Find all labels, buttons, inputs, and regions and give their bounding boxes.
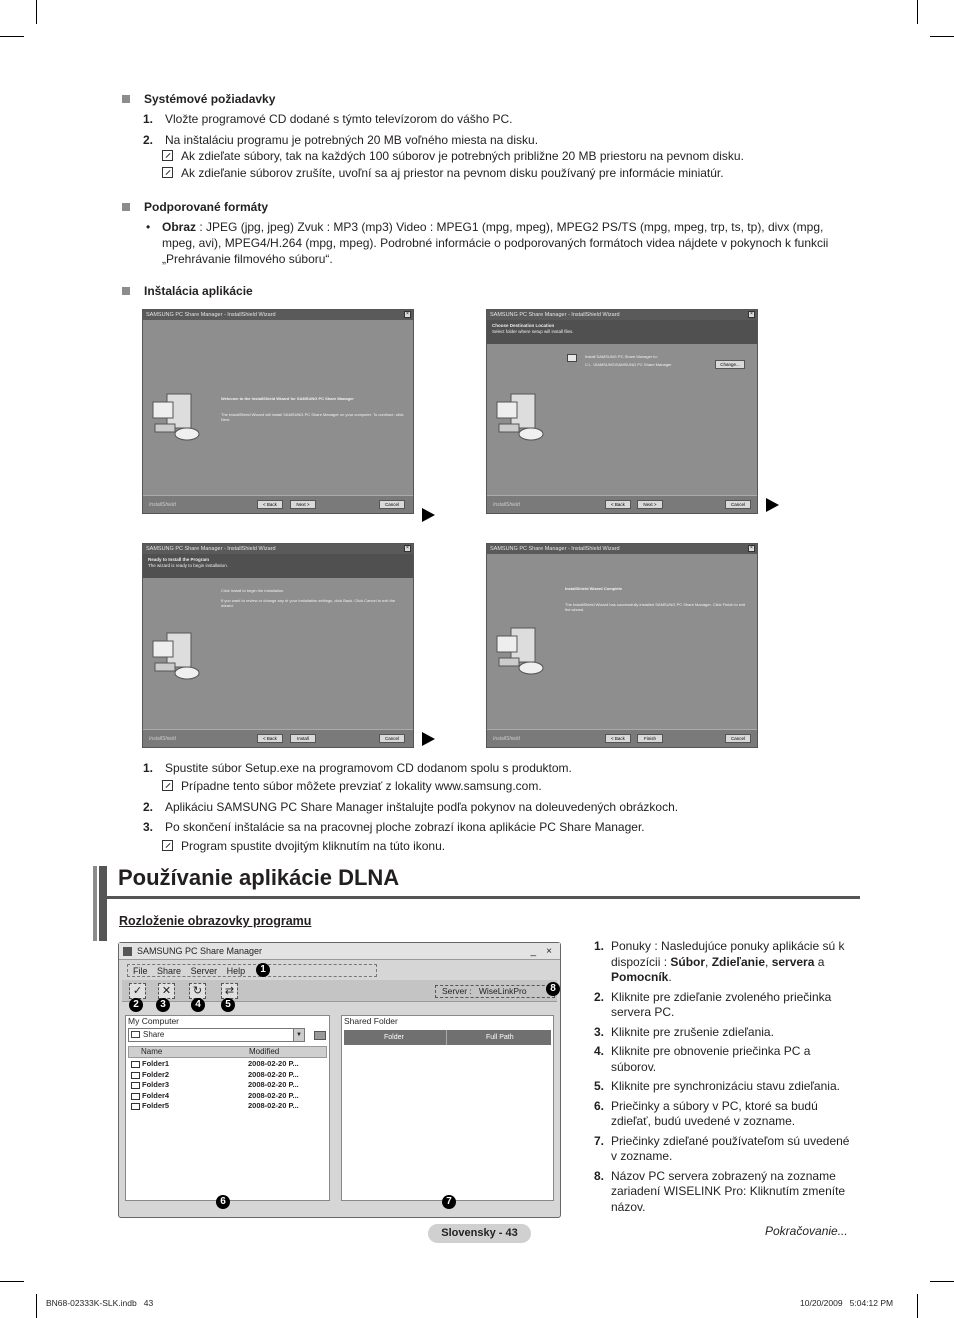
crop-mark bbox=[917, 0, 918, 24]
table-row bbox=[128, 1080, 327, 1091]
panel-title: Shared Folder bbox=[344, 1016, 398, 1026]
folder-icon bbox=[131, 1031, 140, 1038]
close-icon: × bbox=[748, 545, 755, 552]
req-item-1: 1. Vložte programové CD dodané s týmto televízorom do vášho PC. bbox=[143, 112, 513, 126]
refresh-icon: ↻ bbox=[189, 983, 206, 999]
heading-bar bbox=[93, 866, 97, 941]
arrow-right-icon bbox=[766, 498, 779, 512]
crop-mark bbox=[36, 1294, 37, 1318]
shared-list-header: Folder Full Path bbox=[344, 1030, 551, 1045]
computer-icon bbox=[493, 624, 548, 676]
row-name: Folder2 bbox=[142, 1069, 170, 1079]
wizard-ready-screenshot: SAMSUNG PC Share Manager - InstallShield Wizard × Ready to Install the Program The wizard is ready to begin installation. Click Install to begin the installation. If you want to review or change any of your installation settings, click Back. Click Cancel to exit the wizard. InstallShield < Back Install Cancel bbox=[142, 543, 414, 748]
back-button: < Back bbox=[257, 734, 283, 743]
wizard-complete-screenshot: SAMSUNG PC Share Manager - InstallShield Wizard × InstallShield Wizard Complete The InstallShield Wizard has successfully installed SAMSUNG PC Share Manager. Click Finish to exit the wizard. InstallShield < Back Finish Cancel bbox=[486, 543, 758, 748]
brand-label: InstallShield bbox=[149, 502, 176, 508]
shared-folder-panel bbox=[341, 1015, 554, 1201]
row-date: 2008-02-20 P... bbox=[248, 1090, 299, 1100]
section-subtitle: Rozloženie obrazovky programu bbox=[119, 914, 312, 928]
cancel-button: Cancel bbox=[725, 500, 751, 509]
wizard-message-2: The InstallShield Wizard will install SAMSUNG PC Share Manager on your computer. To continue, click Next. bbox=[221, 412, 404, 422]
requirements-heading: Systémové požiadavky bbox=[122, 92, 275, 107]
formats-line-3: „Prehrávanie filmového súboru“. bbox=[162, 252, 333, 266]
list-item: 1. Ponuky : Nasledujúce ponuky aplikácie sú k dispozícii : Súbor, Zdieľanie, servera a Pomocník. bbox=[594, 939, 845, 984]
file-list-header: Name Modified bbox=[128, 1046, 327, 1058]
close-icon: × bbox=[404, 311, 411, 318]
folder-combo: Share ▼ bbox=[128, 1028, 305, 1042]
crop-mark bbox=[930, 36, 954, 37]
cancel-button: Cancel bbox=[725, 734, 751, 743]
wizard-message: Install SAMSUNG PC Share Manager to: bbox=[585, 354, 658, 359]
next-button: Next > bbox=[637, 500, 663, 509]
wizard-destination-screenshot: SAMSUNG PC Share Manager - InstallShield Wizard × Choose Destination Location Select folder where setup will install files. Install SAMSUNG PC Share Manager to: C:\...\SAMSUNG\SAMSUNG PC Share Manager Change... InstallShield < Back Next > Cancel bbox=[486, 309, 758, 514]
crop-mark bbox=[36, 0, 37, 24]
table-row bbox=[128, 1101, 327, 1112]
folder-icon bbox=[131, 1082, 140, 1089]
install-note-1: Prípadne tento súbor môžete prevziať z lokality www.samsung.com. bbox=[162, 779, 542, 794]
list-item: 4. Kliknite pre obnovenie priečinka PC a súborov. bbox=[594, 1044, 811, 1074]
table-row bbox=[128, 1059, 327, 1070]
install-button: Install bbox=[290, 734, 316, 743]
change-button: Change... bbox=[715, 360, 745, 369]
pc-share-manager-screenshot bbox=[118, 942, 561, 1218]
cancel-button: Cancel bbox=[379, 734, 405, 743]
note-icon bbox=[162, 780, 173, 791]
close-icon: × bbox=[748, 311, 755, 318]
brand-label: InstallShield bbox=[493, 736, 520, 742]
callout-6: 6 bbox=[216, 1195, 230, 1209]
row-name: Folder1 bbox=[142, 1059, 170, 1068]
wizard-message-2: C:\...\SAMSUNG\SAMSUNG PC Share Manager bbox=[585, 362, 672, 367]
row-name: Folder5 bbox=[142, 1101, 170, 1110]
list-item: 6. Priečinky a súbory v PC, ktoré sa budú zdieľať, budú uvedené v zozname. bbox=[594, 1098, 818, 1128]
back-button: < Back bbox=[605, 500, 631, 509]
panel-title: My Computer bbox=[128, 1016, 180, 1026]
crop-mark bbox=[0, 36, 24, 37]
row-date: 2008-02-20 P... bbox=[248, 1080, 299, 1089]
install-step-2: 2. Aplikáciu SAMSUNG PC Share Manager inštalujte podľa pokynov na doleuvedených obrázkoch. bbox=[143, 800, 679, 814]
callout-5: 5 bbox=[221, 998, 235, 1012]
arrow-right-icon bbox=[422, 508, 435, 522]
chevron-down-icon: ▼ bbox=[293, 1029, 304, 1041]
callout-1: 1 bbox=[256, 963, 270, 977]
app-title-bar: SAMSUNG PC Share Manager _ × bbox=[119, 943, 560, 960]
menu-file: File bbox=[133, 966, 148, 976]
req-item-2: 2. Na inštaláciu programu je potrebných 20 MB voľného miesta na disku. bbox=[143, 133, 539, 147]
app-icon bbox=[123, 947, 132, 956]
minimize-icon: _ bbox=[530, 946, 536, 957]
wizard-message: InstallShield Wizard Complete bbox=[565, 586, 623, 591]
folder-icon bbox=[567, 354, 577, 362]
list-item: 2. Kliknite pre zdieľanie zvoleného priečinka servera PC. bbox=[594, 989, 832, 1019]
row-name: Folder4 bbox=[142, 1090, 170, 1100]
close-icon: × bbox=[546, 946, 552, 957]
back-button: < Back bbox=[605, 734, 631, 743]
row-date: 2008-02-20 P... bbox=[248, 1059, 299, 1068]
req-note-1: Ak zdieľate súbory, tak na každých 100 súborov je potrebných približne 20 MB priestoru na pevnom disku. bbox=[162, 149, 744, 164]
note-icon bbox=[162, 150, 173, 161]
callout-3: 3 bbox=[156, 998, 170, 1012]
share-folder-icon: ✓ bbox=[129, 983, 146, 999]
folder-up-icon bbox=[314, 1031, 326, 1040]
callout-2: 2 bbox=[129, 998, 143, 1012]
install-step-1: 1. Spustite súbor Setup.exe na programovom CD dodanom spolu s produktom. bbox=[143, 761, 572, 775]
wizard-message: Click Install to begin the installation. bbox=[221, 588, 285, 593]
wizard-message-2: If you want to review or change any of your installation settings, click Back. Click Cancel to exit the wizard. bbox=[221, 598, 396, 608]
folder-icon bbox=[131, 1093, 140, 1100]
callout-8: 8 bbox=[546, 982, 560, 996]
list-item: 5. Kliknite pre synchronizáciu stavu zdieľania. bbox=[594, 1079, 840, 1093]
computer-icon bbox=[149, 629, 204, 681]
continue-label: Pokračovanie... bbox=[765, 1224, 848, 1238]
install-step-3: 3. Po skončení inštalácie sa na pracovnej ploche zobrazí ikona aplikácie PC Share Manager. bbox=[143, 820, 645, 834]
computer-icon bbox=[493, 390, 548, 442]
cancel-share-icon: ✕ bbox=[158, 983, 175, 999]
cancel-button: Cancel bbox=[379, 500, 405, 509]
formats-heading: Podporované formáty bbox=[122, 200, 268, 215]
back-button: < Back bbox=[257, 500, 283, 509]
formats-line-2: mpeg, avi), MPEG4/H.264 (mpg, mpeg). Podrobné informácie o podporovaných formátoch videa nájdete v pokynoch k funkcii bbox=[162, 236, 829, 250]
crop-mark bbox=[930, 1281, 954, 1282]
server-selector: Server : WiseLinkPro bbox=[435, 985, 555, 998]
folder-icon bbox=[131, 1103, 140, 1110]
note-icon bbox=[162, 167, 173, 178]
next-button: Next > bbox=[290, 500, 316, 509]
folder-icon bbox=[131, 1072, 140, 1079]
my-computer-panel bbox=[125, 1015, 330, 1201]
note-icon bbox=[162, 840, 173, 851]
list-item: 3. Kliknite pre zrušenie zdieľania. bbox=[594, 1024, 774, 1039]
crop-mark bbox=[0, 1281, 24, 1282]
wizard-welcome-screenshot: SAMSUNG PC Share Manager - InstallShield Wizard × Welcome to the InstallShield Wizard for SAMSUNG PC Share Manager The InstallShield Wizard will install SAMSUNG PC Share Manager on your computer. To continue, click Next. InstallShield < Back Next > Cancel bbox=[142, 309, 414, 514]
menu-bar bbox=[127, 964, 377, 977]
heading-rule bbox=[107, 896, 860, 899]
table-row bbox=[128, 1070, 327, 1081]
menu-share: Share bbox=[157, 966, 182, 976]
brand-label: InstallShield bbox=[493, 502, 520, 508]
arrow-right-icon bbox=[422, 732, 435, 746]
brand-label: InstallShield bbox=[149, 736, 176, 742]
page-number-badge: Slovensky - 43 bbox=[428, 1224, 531, 1243]
callout-4: 4 bbox=[191, 998, 205, 1012]
wizard-message-2: The InstallShield Wizard has successfully installed SAMSUNG PC Share Manager. Click Finish to exit the wizard. bbox=[565, 602, 746, 612]
formats-line-1: • Obraz : JPEG (jpg, jpeg) Zvuk : MP3 (mp3) Video : MPEG1 (mpg, mpeg), MPEG2 PS/TS (mpg, mpeg, trp, ts, tp), divx (mpg, bbox=[146, 220, 824, 234]
finish-button: Finish bbox=[637, 734, 663, 743]
feature-list bbox=[594, 939, 858, 1219]
install-note-2: Program spustite dvojitým kliknutím na túto ikonu. bbox=[162, 839, 445, 854]
footer-date: 10/20/2009 5:04:12 PM bbox=[800, 1298, 894, 1308]
sync-icon: ⇄ bbox=[221, 983, 238, 999]
row-name: Folder3 bbox=[142, 1080, 170, 1089]
computer-icon bbox=[149, 390, 204, 442]
row-date: 2008-02-20 P... bbox=[248, 1069, 299, 1079]
page-title: Používanie aplikácie DLNA bbox=[118, 865, 400, 890]
install-heading: Inštalácia aplikácie bbox=[122, 284, 253, 299]
wizard-message: Welcome to the InstallShield Wizard for SAMSUNG PC Share Manager bbox=[221, 396, 354, 401]
menu-help: Help bbox=[226, 966, 246, 976]
callout-7: 7 bbox=[442, 1195, 456, 1209]
list-item: 7. Priečinky zdieľané používateľom sú uvedené v zozname. bbox=[594, 1133, 850, 1163]
menu-server: Server bbox=[190, 966, 218, 976]
row-date: 2008-02-20 P... bbox=[248, 1101, 299, 1110]
list-item: 8. Názov PC servera zobrazený na zozname zariadení WISELINK Pro: Kliknutím zmeníte názov. bbox=[594, 1168, 846, 1214]
req-note-2: Ak zdieľanie súborov zrušíte, uvoľní sa aj priestor na pevnom disku používaný pre informácie miniatúr. bbox=[162, 166, 724, 181]
crop-mark bbox=[917, 1294, 918, 1318]
close-icon: × bbox=[404, 545, 411, 552]
table-row bbox=[128, 1091, 327, 1102]
folder-icon bbox=[131, 1061, 140, 1068]
footer-file: BN68-02333K-SLK.indb 43 bbox=[46, 1298, 154, 1308]
toolbar bbox=[122, 980, 557, 1002]
heading-bar bbox=[99, 866, 107, 941]
